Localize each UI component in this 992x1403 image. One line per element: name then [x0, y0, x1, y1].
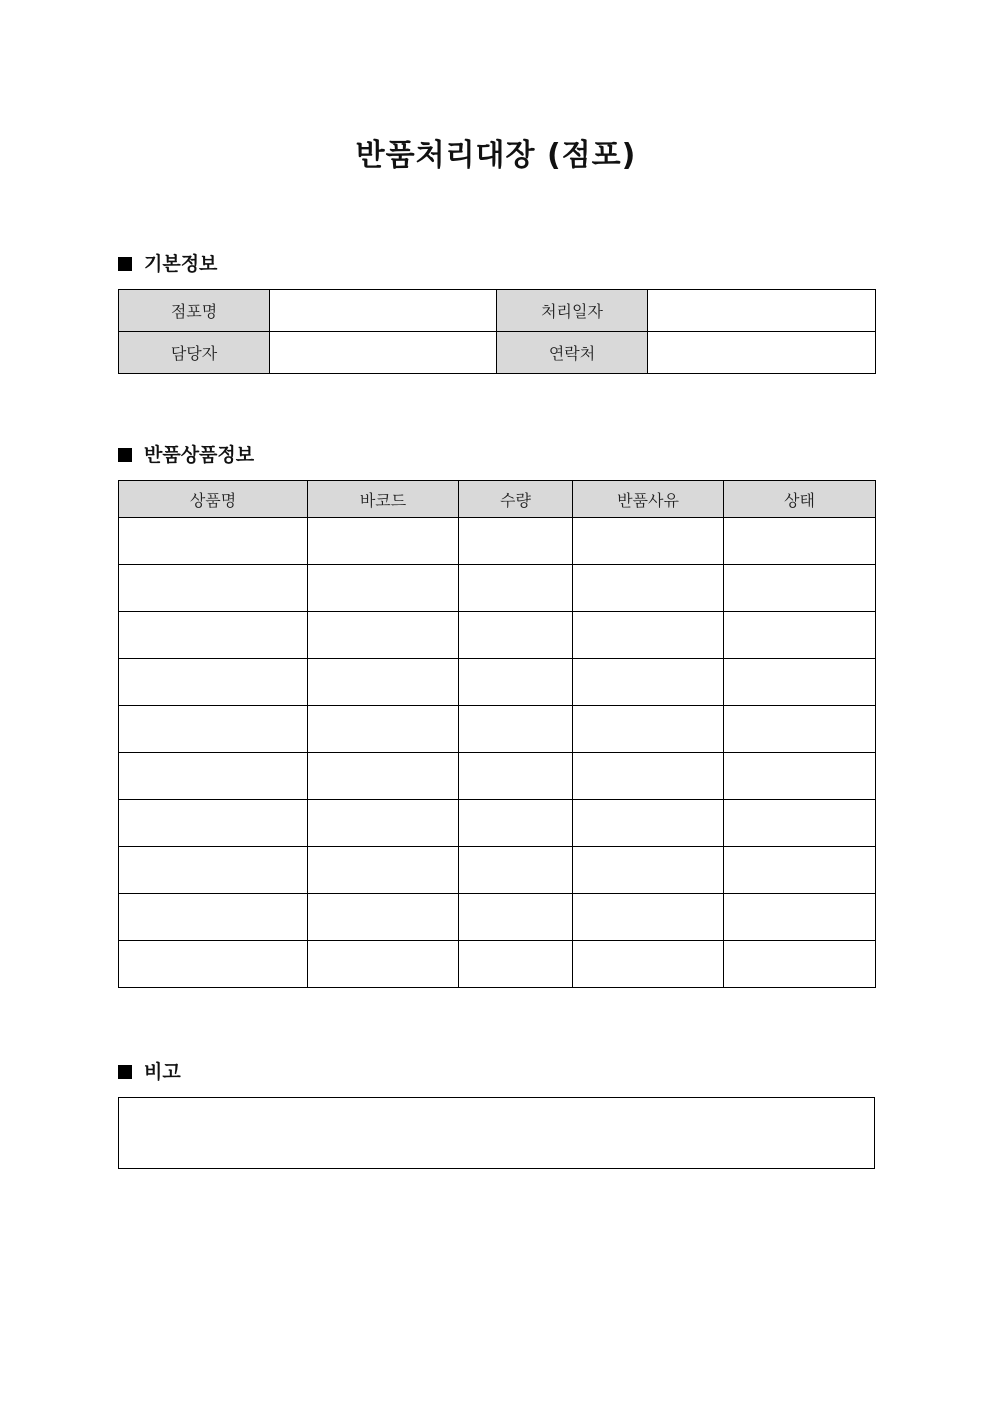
column-header: 수량 — [459, 481, 573, 518]
items-header-row — [119, 481, 876, 518]
table-cell-input[interactable] — [308, 565, 459, 612]
basic-info-heading-label: 기본정보 — [144, 253, 218, 275]
table-cell-input[interactable] — [573, 518, 724, 565]
table-cell-input[interactable] — [308, 941, 459, 988]
table-cell-input[interactable] — [724, 894, 876, 941]
table-cell-input[interactable] — [119, 800, 308, 847]
table-cell-input[interactable] — [459, 518, 573, 565]
table-cell-input[interactable] — [459, 941, 573, 988]
table-cell-input[interactable] — [573, 612, 724, 659]
table-cell-input[interactable] — [308, 894, 459, 941]
field-label: 연락처 — [497, 332, 648, 374]
table-cell-input[interactable] — [459, 800, 573, 847]
table-cell-input[interactable] — [724, 612, 876, 659]
field-label: 담당자 — [119, 332, 270, 374]
table-cell-input[interactable] — [573, 753, 724, 800]
table-cell-input[interactable] — [119, 612, 308, 659]
table-cell-input[interactable] — [119, 753, 308, 800]
table-cell-input[interactable] — [119, 565, 308, 612]
table-cell-input[interactable] — [459, 894, 573, 941]
field-label: 처리일자 — [497, 290, 648, 332]
field-label: 점포명 — [119, 290, 270, 332]
field-value-input[interactable] — [648, 290, 876, 332]
table-row — [119, 518, 876, 565]
table-cell-input[interactable] — [724, 941, 876, 988]
table-cell-input[interactable] — [308, 706, 459, 753]
table-cell-input[interactable] — [459, 753, 573, 800]
table-cell-input[interactable] — [724, 753, 876, 800]
table-cell-input[interactable] — [308, 800, 459, 847]
table-row — [119, 800, 876, 847]
table-cell-input[interactable] — [573, 941, 724, 988]
table-row — [119, 753, 876, 800]
column-header: 상품명 — [119, 481, 308, 518]
table-cell-input[interactable] — [119, 518, 308, 565]
table-cell-input[interactable] — [119, 706, 308, 753]
table-row — [119, 612, 876, 659]
basic-info-table — [118, 289, 876, 374]
table-row — [119, 941, 876, 988]
table-cell-input[interactable] — [119, 847, 308, 894]
table-cell-input[interactable] — [459, 706, 573, 753]
table-row — [119, 847, 876, 894]
table-cell-input[interactable] — [724, 659, 876, 706]
basic-info-row — [119, 332, 876, 374]
table-cell-input[interactable] — [459, 847, 573, 894]
table-cell-input[interactable] — [459, 612, 573, 659]
items-heading — [118, 442, 254, 468]
table-cell-input[interactable] — [573, 659, 724, 706]
table-cell-input[interactable] — [724, 800, 876, 847]
table-cell-input[interactable] — [724, 518, 876, 565]
table-cell-input[interactable] — [308, 612, 459, 659]
items-heading-label: 반품상품정보 — [144, 444, 255, 466]
table-cell-input[interactable] — [308, 847, 459, 894]
remarks-heading — [118, 1059, 181, 1085]
basic-info-heading — [118, 251, 217, 277]
square-bullet-icon — [118, 1065, 132, 1079]
table-cell-input[interactable] — [573, 847, 724, 894]
items-table — [118, 480, 876, 988]
table-cell-input[interactable] — [724, 706, 876, 753]
column-header: 반품사유 — [573, 481, 724, 518]
table-cell-input[interactable] — [724, 565, 876, 612]
table-row — [119, 659, 876, 706]
table-cell-input[interactable] — [459, 659, 573, 706]
table-row — [119, 894, 876, 941]
basic-info-row — [119, 290, 876, 332]
column-header: 상태 — [724, 481, 876, 518]
square-bullet-icon — [118, 257, 132, 271]
table-cell-input[interactable] — [573, 706, 724, 753]
document-title: 반품처리대장 (점포) — [355, 138, 637, 173]
table-cell-input[interactable] — [573, 565, 724, 612]
column-header: 바코드 — [308, 481, 459, 518]
table-cell-input[interactable] — [308, 659, 459, 706]
table-cell-input[interactable] — [119, 941, 308, 988]
table-row — [119, 706, 876, 753]
table-cell-input[interactable] — [308, 753, 459, 800]
table-row — [119, 565, 876, 612]
table-cell-input[interactable] — [308, 518, 459, 565]
table-cell-input[interactable] — [573, 800, 724, 847]
table-cell-input[interactable] — [119, 894, 308, 941]
table-cell-input[interactable] — [459, 565, 573, 612]
table-cell-input[interactable] — [573, 894, 724, 941]
table-cell-input[interactable] — [119, 659, 308, 706]
field-value-input[interactable] — [270, 290, 497, 332]
square-bullet-icon — [118, 448, 132, 462]
field-value-input[interactable] — [648, 332, 876, 374]
table-cell-input[interactable] — [724, 847, 876, 894]
remarks-field[interactable] — [118, 1097, 875, 1169]
field-value-input[interactable] — [270, 332, 497, 374]
remarks-heading-label: 비고 — [144, 1061, 181, 1083]
